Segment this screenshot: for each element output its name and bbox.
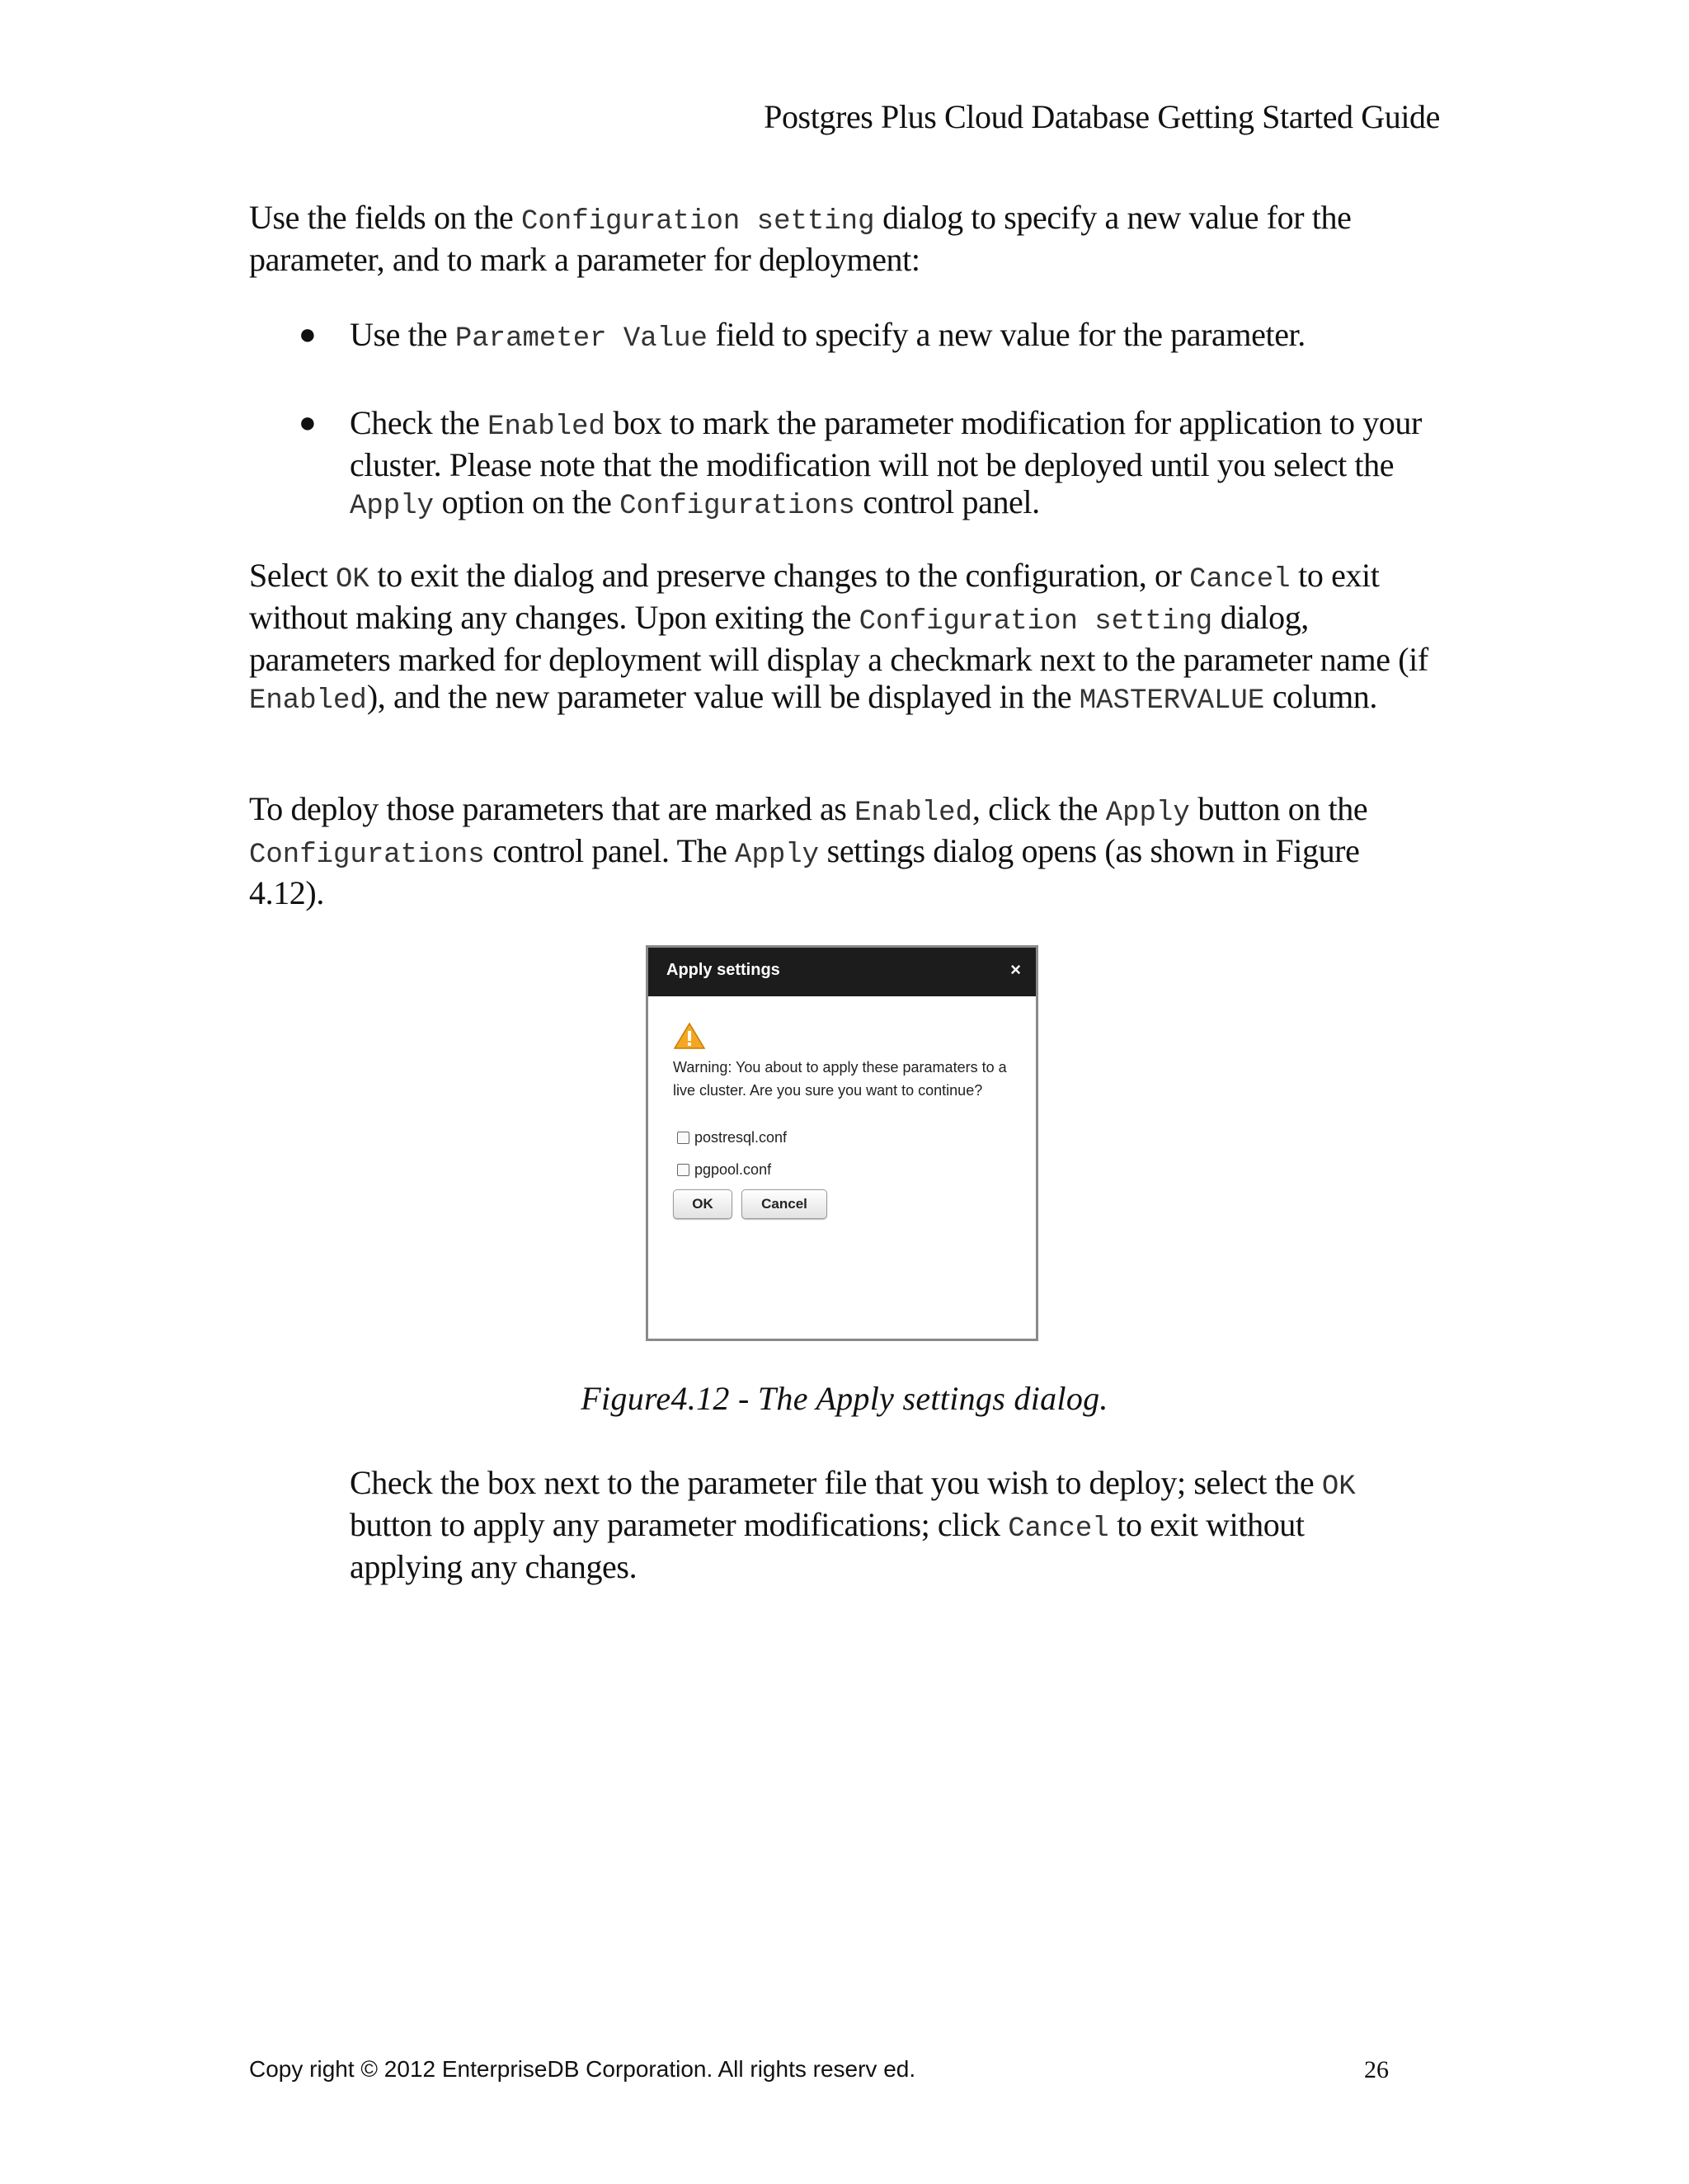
deploy-paragraph (249, 790, 1437, 911)
text-run: to exit without making any changes. Upon exiting the (249, 557, 1380, 636)
code-term: Cancel (1008, 1513, 1109, 1545)
check-paragraph (350, 1464, 1422, 1585)
text-run: Check the (350, 404, 488, 441)
text-run: Use the (350, 316, 455, 353)
code-term: Configurations (619, 491, 855, 522)
pgpool-conf-checkbox-row[interactable] (677, 1161, 771, 1179)
page-number: 26 (1364, 2056, 1389, 2083)
text-run: Use the fields on the (249, 199, 522, 236)
code-term: Apply (735, 840, 820, 871)
code-term: Parameter Value (454, 323, 708, 355)
postgresql-conf-checkbox-row[interactable] (677, 1129, 787, 1146)
text-run: , click the (972, 790, 1106, 827)
code-term: MASTERVALUE (1079, 685, 1265, 717)
running-header: Postgres Plus Cloud Database Getting Started Guide (764, 98, 1440, 135)
code-term: Cancel (1189, 564, 1291, 595)
code-term: Apply (1105, 798, 1190, 829)
bullet-list (249, 316, 1437, 525)
warning-message: Warning: You about to apply these paramaters to a live cluster. Are you sure you want to continue? (673, 1059, 1007, 1099)
code-term: Apply (350, 491, 435, 522)
text-run: button on the (1189, 790, 1368, 827)
footer-copyright: Copy right © 2012 EnterpriseDB Corporation. All rights reserv ed. (249, 2056, 916, 2082)
code-term: Configurations (249, 840, 485, 871)
warning-icon (673, 1022, 706, 1050)
pgpool-conf-checkbox[interactable] (677, 1164, 689, 1176)
close-icon[interactable]: × (1010, 959, 1021, 980)
postgresql-conf-checkbox[interactable] (677, 1132, 689, 1144)
dialog-titlebar (648, 948, 1036, 996)
text-run: To deploy those parameters that are marked as (249, 790, 855, 827)
checkbox-label: pgpool.conf (694, 1161, 772, 1178)
intro-paragraph (249, 199, 1437, 278)
text-run: column. (1264, 678, 1377, 715)
text-run: dialog, parameters marked for deployment will display a checkmark next to the parameter name (if (249, 599, 1428, 678)
select-paragraph (249, 557, 1437, 720)
text-run: to exit without applying any changes. (350, 1506, 1305, 1585)
text-run: control panel. The (484, 832, 736, 869)
text-run: Check the box next to the parameter file that you wish to deploy; select the (350, 1464, 1322, 1501)
bullet-item (249, 404, 1437, 525)
code-term: Enabled (854, 798, 972, 829)
text-run: Select (249, 557, 336, 594)
code-term: Configuration setting (859, 606, 1213, 638)
bullet-dot: ● (299, 406, 317, 439)
text-run: option on the (434, 483, 620, 520)
text-run: button to apply any parameter modifications; click (350, 1506, 1009, 1543)
text-run: control panel. (854, 483, 1040, 520)
code-term: Enabled (249, 685, 367, 717)
text-run: to exit the dialog and preserve changes to the configuration, or (369, 557, 1190, 594)
code-term: Enabled (487, 412, 605, 443)
bullet-dot: ● (299, 318, 317, 351)
bullet-item (249, 316, 1437, 358)
dialog-title: Apply settings (666, 961, 780, 979)
code-term: OK (1321, 1471, 1356, 1503)
text-run: dialog to specify a new value for the parameter, and to mark a parameter for deployment: (249, 199, 1352, 278)
cancel-button[interactable]: Cancel (741, 1189, 827, 1219)
text-run: field to specify a new value for the parameter. (707, 316, 1306, 353)
apply-settings-dialog-figure (646, 945, 1038, 1341)
figure-caption: Figure4.12 - The Apply settings dialog. (581, 1380, 1108, 1417)
text-run: box to mark the parameter modification for application to your cluster. Please note that the modification will not be deployed until you select the (350, 404, 1422, 483)
text-run: ), and the new parameter value will be displayed in the (366, 678, 1080, 715)
code-term: OK (335, 564, 369, 595)
ok-button[interactable]: OK (673, 1189, 732, 1219)
code-term: Configuration setting (521, 206, 875, 238)
checkbox-label: postresql.conf (694, 1129, 788, 1146)
text-run: settings dialog opens (as shown in Figure 4.12). (249, 832, 1360, 911)
